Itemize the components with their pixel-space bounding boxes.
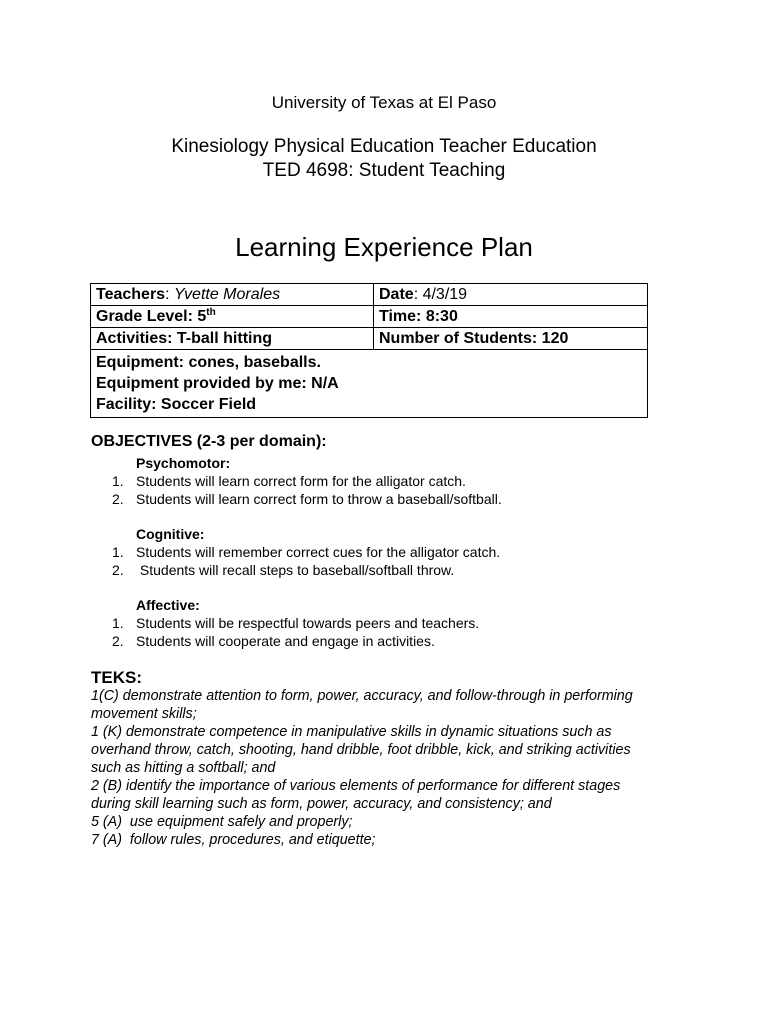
time-label: Time: 8:30 [379,308,458,325]
table-row [91,284,648,306]
university-name: University of Texas at El Paso [271,93,497,112]
psychomotor-title: Psychomotor: [136,455,231,471]
teks-line: 2 (B) identify the importance of various elements of performance for different stages [91,778,621,794]
item-number: 1. [112,473,124,489]
students-cell [374,328,648,350]
department-name: Kinesiology Physical Education Teacher Education [171,136,597,157]
item-text: Students will recall steps to baseball/softball throw. [136,562,455,578]
table-row [91,328,648,350]
affective-title: Affective: [136,597,200,613]
teks-line: during skill learning such as form, power, accuracy, and consistency; and [91,796,552,812]
item-number: 2. [112,491,124,507]
item-number: 2. [112,562,124,578]
page-title: Learning Experience Plan [235,232,533,262]
teachers-label: Teachers [96,286,166,303]
equipment-text: Equipment: cones, baseballs. [96,354,321,371]
students-label: Number of Students: 120 [379,330,569,347]
teks-line: 1 (K) demonstrate competence in manipulative skills in dynamic situations such as [91,724,612,740]
list-item [112,543,672,561]
grade-superscript: th [206,307,216,318]
activities-label: Activities: T-ball hitting [96,330,273,347]
teks-line: 1(C) demonstrate attention to form, power, accuracy, and follow-through in performing [91,688,633,704]
list-item [112,472,672,490]
psychomotor-section [112,454,672,508]
table-row [91,350,648,418]
objectives-heading: OBJECTIVES (2-3 per domain): [91,433,327,450]
equipment-cell [91,350,648,418]
teks-line: 5 (A) use equipment safely and properly; [91,814,353,830]
cognitive-title: Cognitive: [136,526,205,542]
item-text: Students will learn correct form for the alligator catch. [136,473,466,489]
teks-line: overhand throw, catch, shooting, hand dribble, foot dribble, kick, and striking activities [91,742,631,758]
teachers-value: Yvette Morales [173,286,281,303]
item-text: Students will remember correct cues for the alligator catch. [136,544,501,560]
facility-text: Facility: Soccer Field [96,396,257,413]
activities-cell [91,328,374,350]
affective-section [112,596,672,650]
item-text: Students will learn correct form to throw a baseball/softball. [136,491,502,507]
item-number: 1. [112,615,124,631]
lesson-info-table [90,283,648,418]
teks-line: 7 (A) follow rules, procedures, and etiquette; [91,832,376,848]
list-item [112,632,672,650]
grade-label: Grade Level: 5 [96,308,207,325]
list-item [112,490,672,508]
teachers-cell: Teachers: Yvette Morales [91,284,374,306]
date-value: 4/3/19 [422,286,468,303]
item-number: 2. [112,633,124,649]
item-text: Students will cooperate and engage in activities. [136,633,435,649]
teks-body [91,687,681,849]
teks-heading: TEKS: [91,668,142,687]
item-text: Students will be respectful towards peers and teachers. [136,615,480,631]
grade-cell [91,306,374,328]
course-name: TED 4698: Student Teaching [262,160,506,181]
teks-line: movement skills; [91,706,197,722]
list-item [112,614,672,632]
date-cell: Date: 4/3/19 [374,284,648,306]
teks-line: such as hitting a softball; and [91,760,276,776]
list-item [112,561,672,579]
equipment-provided-text: Equipment provided by me: N/A [96,375,339,392]
item-number: 1. [112,544,124,560]
table-row [91,306,648,328]
cognitive-section [112,525,672,579]
date-label: Date [379,286,414,303]
time-cell [374,306,648,328]
